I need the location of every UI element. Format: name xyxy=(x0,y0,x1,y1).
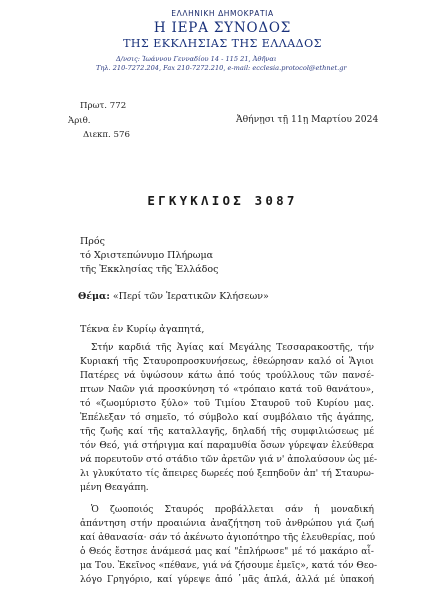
recipient-line-1: τό Χριστεπώνυμο Πλήρωμα xyxy=(80,250,214,261)
paragraph-1-line: τό «ζωομύριστο ξύλο» τοῦ Τιμίου Σταυροῦ τοῦ Κυρίου μας. xyxy=(80,399,374,409)
recipient-line-2: τῆς Ἐκκλησίας τῆς Ἑλλάδος xyxy=(80,264,219,275)
letterhead-address xyxy=(96,55,436,73)
protocol-number: Πρωτ. 772 xyxy=(80,101,127,111)
paragraph-1-line: νά πορευτοῦν στό στάδιο τῶν ἀρετῶν γιά ν' ἀπολαύσουν ὡς μέ- xyxy=(80,455,378,465)
paragraph-1-line: λι γλυκύτατο τίς ἄπειρες δωρεές πού ξεπηδοῦν ἀπ' τή Σταυρω- xyxy=(80,469,374,479)
paragraph-1-line: πτων Ναῶν γιά προσκύνηση τό «τρόπαιο κατά τοῦ θανάτου», xyxy=(80,385,374,395)
subject-text: «Περί τῶν Ἱερατικῶν Κλήσεων» xyxy=(109,291,269,302)
paragraph-2-line: Ὁ ζωοποιός Σταυρός προβάλλεται σάν ἡ μοναδική xyxy=(91,505,374,515)
dispatch-number: Διεκπ. 576 xyxy=(83,130,130,140)
address-contacts: Τηλ. 210-7272.204, Fax 210-7272.210, e-mail: ecclesia.protocol@ethnet.gr xyxy=(96,64,347,73)
paragraph-2-line: ἀπάντηση στήν προαιώνια ἀναζήτηση τοῦ ἀνθρώπου γιά ζωή xyxy=(80,519,374,529)
paragraph-1-line: μένη Θεαγάπη. xyxy=(80,483,149,493)
paragraph-2-line: λόγο Γρηγόριο, καί γύρεψε ἀπό ῾μᾶς ἁπλά, ἀλλά μέ ὑπακοή xyxy=(80,575,374,585)
paragraph-1-line: Πατέρες νά ὑψώσουν κάτω ἀπό τούς τρούλλους τῶν πανσέ- xyxy=(80,371,374,381)
subject-label: Θέμα: xyxy=(78,291,110,302)
church-heading: ΤΗΣ ΕΚΚΛΗΣΙΑΣ ΤΗΣ ΕΛΛΑΔΟΣ xyxy=(123,37,322,50)
paragraph-1-line: τόν Θεό, γιά στήριγμα καί παραμυθία ὅσων γύρεψαν ἐλεύθερα xyxy=(80,441,374,451)
document-date: Ἀθήνῃσι τῇ 11ῃ Μαρτίου 2024 xyxy=(236,114,379,125)
paragraph-1-line: Στήν καρδιά τῆς Ἁγίας καί Μεγάλης Τεσσαρακοστῆς, τήν xyxy=(91,343,374,353)
number-label: Ἀριθ. xyxy=(68,116,91,126)
paragraph-1-line: τῆς ζωῆς καί τῆς καταλλαγῆς, δηλαδή τῆς συμφιλιώσεως μέ xyxy=(80,427,374,437)
recipient-to: Πρός xyxy=(80,236,105,247)
paragraph-2-line: καί ἀθανασία· σάν τό ἀκένωτο ἀγιοπότηρο τῆς ἐλευθερίας, πού xyxy=(80,533,376,543)
greeting: Τέκνα ἐν Κυρίῳ ἀγαπητά, xyxy=(80,324,205,335)
paragraph-1-line: Κυριακή τῆς Σταυροπροσκυνήσεως, ἐθεώρησαν καλό οἱ Ἅγιοι xyxy=(80,357,374,367)
republic-heading: ΕΛΛΗΝΙΚΗ ΔΗΜΟΚΡΑΤΙΑ xyxy=(171,9,274,18)
paragraph-2-line: μα Του. Ἐκεῖνος «πέθανε, γιά νά ζήσουμε ἐμεῖς», κατά τόν Θεο- xyxy=(80,561,378,571)
encyclical-title: ΕΓΚΥΚΛΙΟΣ 3087 xyxy=(147,193,298,208)
address-street: Δ/νσις: Ἰωάννου Γενναδίου 14 - 115 21, Ἀθῆναι xyxy=(116,55,277,63)
subject-line xyxy=(78,291,269,302)
synod-heading: Η ΙΕΡΑ ΣΥΝΟΔΟΣ xyxy=(153,20,292,36)
paragraph-1-line: Ἐπέλεξαν τό σημεῖο, τό σύμβολο καί συμβόλαιο τῆς ἀγάπης, xyxy=(80,413,374,423)
paragraph-2-line: ὁ Θεός ἔστησε ἀνάμεσά μας καί "ἐπλήρωσε" μέ τό μακάριο αἷ- xyxy=(80,547,374,557)
